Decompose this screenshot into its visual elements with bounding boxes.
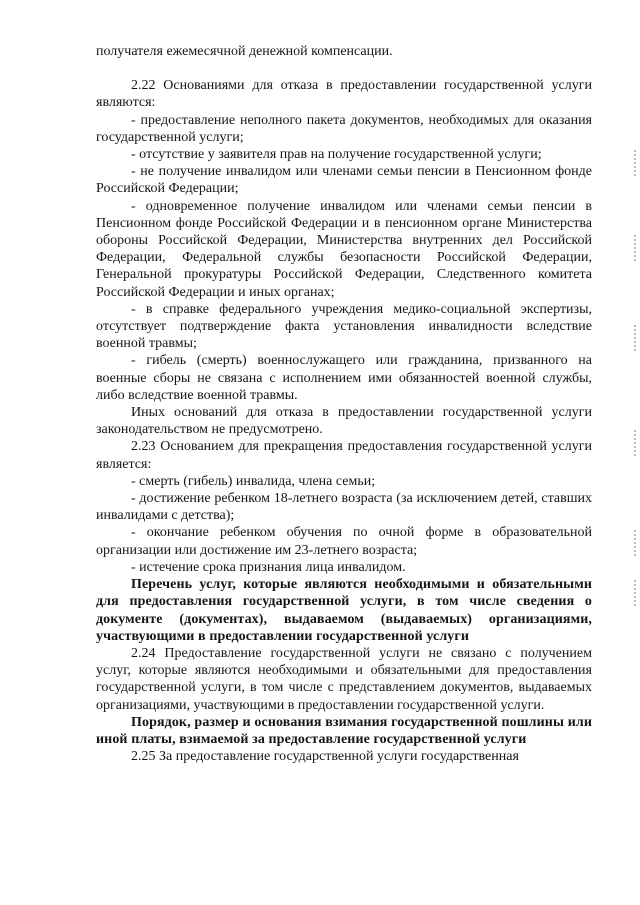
list-item-end-of-education: - окончание ребенком обучения по очной форме в образовательной организации или достижение им 23-летнего возраста; [96,525,592,558]
scan-artifact-mark [634,235,636,261]
scan-artifact-mark [634,325,636,351]
list-item-child-age-18: - достижение ребенком 18-летнего возраста (за исключением детей, ставших инвалидами с детства); [96,491,592,524]
section-2-23-intro: 2.23 Основанием для прекращения предоставления государственной услуги является: [96,439,592,472]
section-2-24-text: 2.24 Предоставление государственной услуги не связано с получением услуг, которые являются необходимыми и обязательными для предоставления государственной услуги, в том числе с представлением документов, выдаваемых организациями, участвующими в предоставлении государственной услуги. [96,645,592,713]
scan-artifact-mark [634,530,636,556]
list-item-disability-expiry: - истечение срока признания лица инвалидом. [131,559,406,575]
paragraph-continuation: получателя ежемесячной денежной компенсации. [96,44,393,59]
document-body [96,43,592,765]
list-item-no-pension: - не получение инвалидом или членами семьи пенсии в Пенсионном фонде Российской Федерации; [96,164,592,197]
list-item-simultaneous-pension: - одновременное получение инвалидом или членами семьи пенсии в Пенсионном фонде Российской Федерации и в пенсионном органе Министерства обороны Российской Федерации, Министерства внутренних дел Российской Федерации, Федеральной службы безопасности Российской Федерации, Генеральной прокуратуры Российской Федерации, Следственного комитета Российской Федерации и иных органах; [96,198,592,300]
scan-artifact-mark [634,580,636,606]
scan-margin-marks [632,150,638,750]
paragraph-no-other-grounds: Иных оснований для отказа в предоставлении государственной услуги законодательством не предусмотрено. [96,405,592,438]
list-item-mse-certificate: - в справке федерального учреждения медико-социальной экспертизы, отсутствует подтверждение факта установления инвалидности вследствие военной травмы; [96,301,592,352]
list-item-incomplete-documents: - предоставление неполного пакета документов, необходимых для оказания государственной услуги; [96,112,592,145]
list-item-death-of-invalid: - смерть (гибель) инвалида, члена семьи; [131,473,376,489]
scan-artifact-mark [634,150,636,176]
list-item-no-rights: - отсутствие у заявителя прав на получение государственной услуги; [131,147,542,163]
section-2-25-text: 2.25 За предоставление государственной услуги государственная [131,749,519,765]
section-heading-required-services: Перечень услуг, которые являются необходимыми и обязательными для предоставления государственной услуги, в том числе сведения о документе (документах), выдаваемом (выдаваемых) организациями, участвующими в предоставлении государственной услуги [96,577,592,644]
section-heading-state-fee: Порядок, размер и основания взимания государственной пошлины или иной платы, взимаемой за предоставление государственной услуги [96,714,592,747]
section-2-22-intro: 2.22 Основаниями для отказа в предоставлении государственной услуги являются: [96,78,592,111]
scan-artifact-mark [634,430,636,456]
list-item-death-not-service-related: - гибель (смерть) военнослужащего или гражданина, призванного на военные сборы не связана с исполнением ими обязанностей военной службы, либо вследствие военной травмы. [96,353,592,403]
